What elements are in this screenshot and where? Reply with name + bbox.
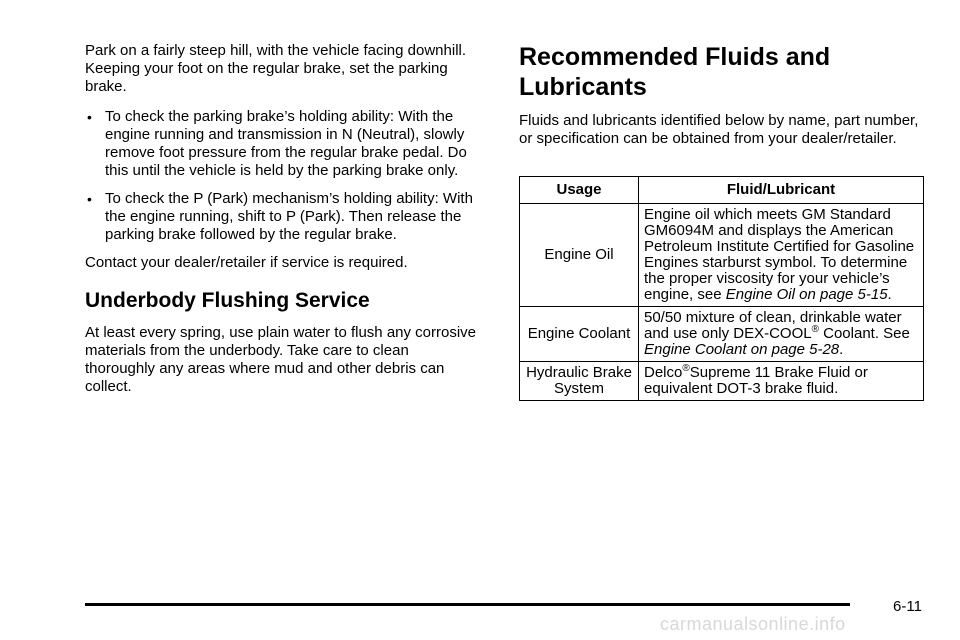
usage-cell: Engine Oil: [520, 204, 639, 307]
bullet-text: To check the P (Park) mechanism’s holding ability: With the engine running, shift to P (Park). Then release the parking brake followed by the regular brake.: [105, 190, 473, 243]
fluid-text: Coolant. See: [823, 325, 910, 342]
table-row: [520, 362, 924, 401]
table-header-row: [520, 177, 924, 204]
underbody-heading: Underbody Flushing Service: [85, 289, 370, 312]
header-usage: Usage: [520, 177, 639, 204]
intro-paragraph: Park on a fairly steep hill, with the vehicle facing downhill. Keeping your foot on the regular brake, set the parking brake.: [85, 42, 467, 95]
usage-cell: Hydraulic Brake System: [520, 362, 639, 401]
table-row: [520, 204, 924, 307]
fluid-text: Delco: [644, 364, 683, 381]
registered-mark: ®: [811, 324, 819, 335]
fluid-cell: [639, 307, 924, 362]
bullet-icon: •: [87, 191, 92, 207]
bullet-item: [85, 108, 480, 180]
usage-cell: Engine Coolant: [520, 307, 639, 362]
fluid-cell: [639, 204, 924, 307]
header-fluid: Fluid/Lubricant: [639, 177, 924, 204]
page-number: 6-11: [893, 598, 922, 615]
bullet-item: [85, 190, 480, 244]
watermark: carmanualsonline.info: [660, 614, 846, 634]
page-reference-link[interactable]: Engine Oil on page 5-15: [725, 286, 888, 303]
fluid-text: 50/50 mixture of clean, drinkable water and use only DEX-COOL: [644, 309, 902, 342]
left-column: [85, 42, 480, 408]
fluids-table: [519, 176, 924, 401]
right-column: [519, 42, 924, 401]
registered-mark: ®: [682, 363, 690, 374]
footer-rule: [85, 603, 850, 606]
contact-paragraph: Contact your dealer/retailer if service is required.: [85, 254, 408, 271]
fluid-text: Engine oil which meets GM Standard GM6094M and displays the American Petroleum Institute Certified for Gasoline Engines starburst symbol. To determine the proper viscosity for your vehicle’s engine, see: [644, 206, 915, 303]
underbody-paragraph: At least every spring, use plain water to flush any corrosive materials from the underbody. Take care to clean thoroughly any areas where mud and other debris can collect.: [85, 324, 477, 395]
bullet-text: To check the parking brake’s holding ability: With the engine running and transmission in N (Neutral), slowly remove foot pressure from the regular brake pedal. Do this until the vehicle is held by the parking brake only.: [105, 108, 467, 179]
bullet-icon: •: [87, 109, 92, 125]
table-row: [520, 307, 924, 362]
fluids-heading: Recommended Fluids and Lubricants: [519, 43, 831, 101]
fluid-text-end: .: [887, 286, 892, 303]
fluid-text-end: .: [839, 341, 844, 358]
page-reference-link[interactable]: Engine Coolant on page 5-28: [644, 341, 840, 358]
fluid-text: Supreme 11 Brake Fluid or equivalent DOT-3 brake fluid.: [644, 364, 868, 397]
fluids-intro: Fluids and lubricants identified below by name, part number, or specification can be obtained from your dealer/retailer.: [519, 112, 919, 147]
fluid-cell: [639, 362, 924, 401]
